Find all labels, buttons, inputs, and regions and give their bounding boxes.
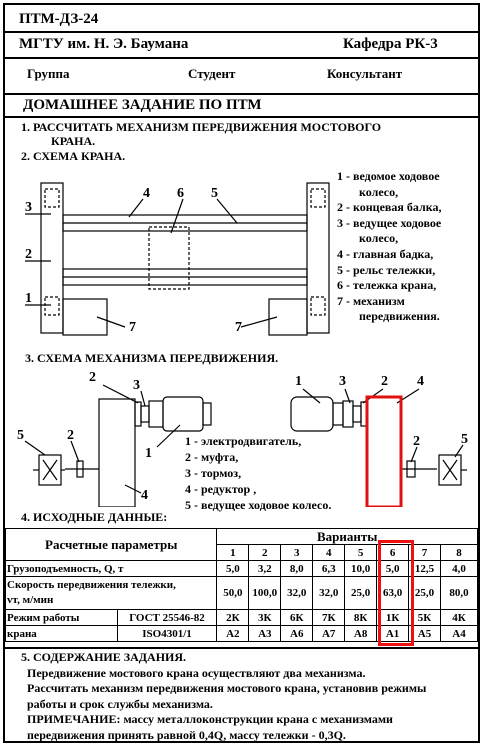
task-paragraph: Рассчитать механизм передвижения мостового крана, установив режимы	[27, 681, 427, 695]
task1-line2: КРАНА.	[51, 134, 96, 148]
variant-col: 7	[409, 545, 441, 561]
row-label	[6, 577, 217, 610]
table-cell: 8К	[345, 610, 377, 626]
variants-header: Варианты	[217, 529, 478, 545]
legend-item: колесо,	[359, 231, 399, 246]
crane-scheme-heading: 2. СХЕМА КРАНА.	[21, 149, 126, 163]
mech-callout-1: 1	[145, 446, 152, 461]
table-cell: 5К	[409, 610, 441, 626]
callout-6: 6	[177, 186, 184, 201]
mech-callout-2c-right: 2	[413, 434, 420, 449]
variant-col: 1	[217, 545, 249, 561]
divider	[5, 116, 478, 118]
mech-callout-2b: 2	[67, 428, 74, 443]
table-cell: 8,0	[281, 561, 313, 577]
table-cell: 4,0	[440, 561, 477, 577]
variant-col: 5	[345, 545, 377, 561]
highlight-box	[367, 397, 401, 507]
table-cell: 80,0	[440, 577, 477, 610]
reducer-right	[367, 397, 401, 507]
legend-item: передвижения.	[359, 309, 440, 324]
table-cell: 25,0	[409, 577, 441, 610]
divider	[5, 93, 478, 95]
table-cell: А8	[345, 626, 377, 642]
legend-item: 5 - ведущее ходовое колесо.	[185, 498, 332, 512]
task1-line1: 1. РАССЧИТАТЬ МЕХАНИЗМ ПЕРЕДВИЖЕНИЯ МОСТОВОГО	[21, 120, 382, 134]
row-label: крана	[6, 626, 118, 642]
table-cell: А2	[217, 626, 249, 642]
row-label-line: vт, м/мин	[7, 594, 54, 606]
table-cell: 2К	[217, 610, 249, 626]
initial-data-heading: 4. ИСХОДНЫЕ ДАННЫЕ:	[21, 510, 168, 524]
row-label: Режим работы	[6, 610, 118, 626]
table-cell: 100,0	[249, 577, 281, 610]
callout-5: 5	[211, 186, 218, 201]
legend-item: 6 - тележка крана,	[337, 278, 437, 293]
table-cell: А6	[281, 626, 313, 642]
variant-col: 2	[249, 545, 281, 561]
table-cell: А1	[377, 626, 409, 642]
mech-callout-3: 3	[133, 378, 140, 393]
crane-legend	[337, 169, 482, 325]
legend-item: 7 - механизм	[337, 293, 405, 308]
department-name: Кафедра РК-3	[343, 36, 438, 52]
table-cell: А4	[440, 626, 477, 642]
legend-item: 4 - главная бадка,	[337, 246, 434, 261]
mechanism-legend	[185, 433, 331, 513]
variant-highlight	[378, 540, 414, 646]
legend-item: 3 - ведущее ходовое	[337, 215, 442, 230]
trolley	[149, 227, 189, 289]
callout-7-left: 7	[129, 320, 136, 335]
variant-col: 8	[440, 545, 477, 561]
task-content	[21, 650, 426, 743]
legend-item: 2 - муфта,	[185, 450, 239, 464]
table-cell: А7	[313, 626, 345, 642]
divider	[5, 57, 478, 59]
standard-label: ISO4301/1	[117, 626, 217, 642]
table-cell: 1К	[377, 610, 409, 626]
mech-callout-5: 5	[17, 428, 24, 443]
legend-item: 4 - редуктор ,	[185, 482, 257, 496]
motor-right	[291, 397, 333, 431]
mech-callout-3-right: 3	[339, 374, 346, 389]
variant-col: 6	[377, 545, 409, 561]
travel-mechanism-right	[269, 299, 307, 335]
mech-callout-2: 2	[89, 370, 96, 385]
consultant-label: Консультант	[327, 66, 403, 81]
table-cell: 25,0	[345, 577, 377, 610]
mechanism-scheme-heading: 3. СХЕМА МЕХАНИЗМА ПЕРЕДВИЖЕНИЯ.	[25, 351, 279, 365]
university-name: МГТУ им. Н. Э. Баумана	[19, 36, 189, 52]
table-cell: 32,0	[281, 577, 313, 610]
legend-item: 1 - ведомое ходовое	[337, 169, 440, 183]
row-label-line: Скорость передвижения тележки,	[7, 579, 176, 591]
mech-callout-1-right: 1	[295, 374, 302, 389]
crane-scheme-diagram	[5, 165, 335, 345]
callout-4: 4	[143, 186, 150, 201]
left-end-beam	[41, 183, 63, 333]
table-cell: 32,0	[313, 577, 345, 610]
variant-col: 4	[313, 545, 345, 561]
right-end-beam	[307, 183, 329, 333]
legend-item: 2 - концевая балка,	[337, 200, 442, 215]
callout-7-right: 7	[235, 320, 242, 335]
legend-item: 5 - рельс тележки,	[337, 262, 436, 277]
table-cell: 7К	[313, 610, 345, 626]
variant-col: 3	[281, 545, 313, 561]
table-cell: 12,5	[409, 561, 441, 577]
legend-item: 1 - электродвигатель,	[185, 434, 302, 448]
table-cell: 5,0	[217, 561, 249, 577]
standard-label: ГОСТ 25546-82	[117, 610, 217, 626]
table-cell: 50,0	[217, 577, 249, 610]
travel-mechanism-left	[63, 299, 107, 335]
doc-code: ПТМ-ДЗ-24	[19, 11, 99, 27]
mech-callout-4-right: 4	[417, 374, 424, 389]
callout-2: 2	[25, 247, 32, 262]
row-label: Грузоподъемность, Q, т	[6, 561, 217, 577]
table-cell: 3К	[249, 610, 281, 626]
table-cell: 6,3	[313, 561, 345, 577]
task-note: ПРИМЕЧАНИЕ: массу металлоконструкции крана с механизмами	[27, 712, 393, 726]
callout-1: 1	[25, 291, 32, 306]
callout-3: 3	[25, 200, 32, 215]
table-cell: 4К	[440, 610, 477, 626]
motor-left	[163, 397, 203, 431]
assignment-sheet	[3, 3, 480, 743]
mech-callout-4: 4	[141, 488, 148, 503]
table-cell: 3,2	[249, 561, 281, 577]
legend-item: 3 - тормоз,	[185, 466, 242, 480]
table-cell: А3	[249, 626, 281, 642]
student-label: Студент	[188, 66, 236, 81]
mech-callout-5-right: 5	[461, 432, 468, 447]
legend-item: колесо,	[359, 184, 399, 199]
table-cell: 5,0	[377, 561, 409, 577]
mech-callout-2-right: 2	[381, 374, 388, 389]
table-cell: 6К	[281, 610, 313, 626]
page-title: ДОМАШНЕЕ ЗАДАНИЕ ПО ПТМ	[23, 97, 262, 113]
params-header: Расчетные параметры	[6, 529, 217, 561]
divider	[5, 647, 478, 649]
task-paragraph: Передвижение мостового крана осуществляют два механизма.	[27, 665, 366, 680]
table-cell: 63,0	[377, 577, 409, 610]
task-paragraph: работы и срок службы механизма.	[27, 696, 213, 711]
task-content-heading: 5. СОДЕРЖАНИЕ ЗАДАНИЯ.	[21, 650, 187, 664]
divider	[5, 31, 478, 33]
table-cell: А5	[409, 626, 441, 642]
task-note: передвижения принять равной 0,4Q, массу тележки - 0,3Q.	[27, 727, 346, 742]
group-label: Группа	[27, 66, 70, 81]
table-cell: 10,0	[345, 561, 377, 577]
reducer-left	[99, 399, 135, 507]
